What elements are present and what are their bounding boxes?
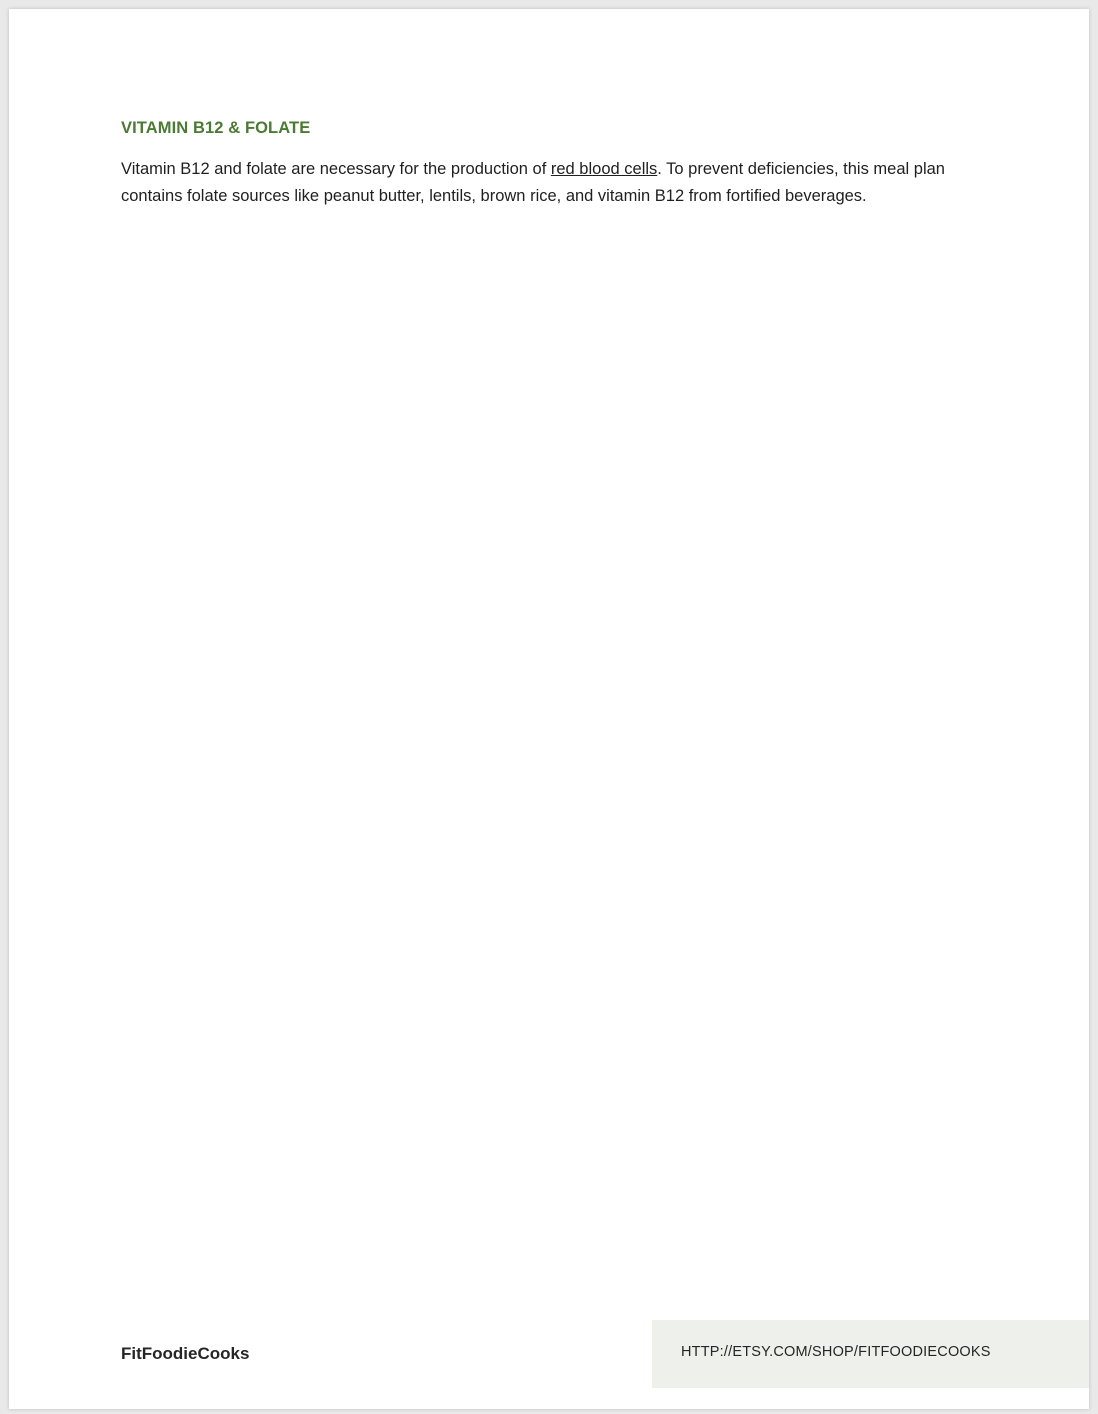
footer-brand: FitFoodieCooks (121, 1344, 250, 1363)
red-blood-cells-link[interactable]: red blood cells (550, 160, 658, 178)
paragraph-text-start: Vitamin B12 and folate are necessary for the production of (121, 160, 551, 178)
section-paragraph (121, 156, 971, 210)
document-page (9, 9, 1089, 1409)
paragraph-text-end: . To prevent deficiencies, this meal plan contains folate sources like peanut butter, lentils, brown rice, and vitamin B12 from fortified beverages. (121, 160, 945, 205)
footer-url-link[interactable]: HTTP://ETSY.COM/SHOP/FITFOODIECOOKS (681, 1344, 991, 1360)
section-title: VITAMIN B12 & FOLATE (121, 119, 311, 137)
footer-url-box (652, 1320, 1089, 1388)
